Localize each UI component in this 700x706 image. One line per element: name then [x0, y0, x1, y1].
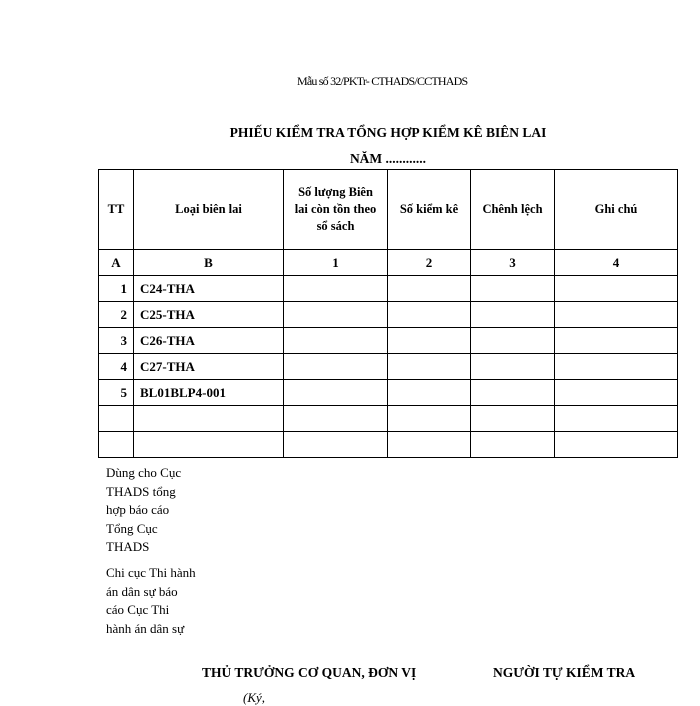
empty-cell [99, 432, 134, 458]
empty-cell [134, 406, 284, 432]
receipt-type: C25-THA [134, 302, 284, 328]
document-title: PHIẾU KIỂM TRA TỔNG HỢP KIỂM KÊ BIÊN LAI [229, 125, 547, 140]
column-code: 4 [555, 250, 678, 276]
header-tt: TT [99, 170, 134, 250]
book-balance-cell [284, 302, 388, 328]
row-index: 2 [99, 302, 134, 328]
signature-head-of-agency: THỦ TRƯỞNG CƠ QUAN, ĐƠN VỊ [202, 665, 417, 680]
difference-cell [471, 354, 555, 380]
table-row [99, 354, 678, 380]
notes-cell [555, 354, 678, 380]
note-subdepartment-report: Chi cục Thi hành án dân sự báo cáo Cục Thi hành án dân sự [106, 565, 196, 636]
counted-cell [388, 380, 471, 406]
note-department-report: Dùng cho Cục THADS tổng hợp báo cáo Tổng Cục THADS [106, 465, 182, 555]
empty-cell [555, 432, 678, 458]
receipt-inventory-table [98, 169, 678, 458]
counted-cell [388, 302, 471, 328]
form-code: Mẫu số 32/PKTr- CTHADS/CCTHADS [297, 74, 468, 88]
header-counted: Số kiểm kê [388, 170, 471, 250]
header-book-balance: Số lượng Biên lai còn tồn theo sổ sách [284, 170, 388, 250]
column-code-row [99, 250, 678, 276]
table-row-empty [99, 432, 678, 458]
empty-cell [388, 432, 471, 458]
header-notes: Ghi chú [555, 170, 678, 250]
book-balance-cell [284, 380, 388, 406]
row-index: 1 [99, 276, 134, 302]
row-index: 5 [99, 380, 134, 406]
difference-cell [471, 380, 555, 406]
difference-cell [471, 302, 555, 328]
table-header-row [99, 170, 678, 250]
book-balance-cell [284, 276, 388, 302]
counted-cell [388, 328, 471, 354]
receipt-type: C26-THA [134, 328, 284, 354]
receipt-type: BL01BLP4-001 [134, 380, 284, 406]
column-code: 1 [284, 250, 388, 276]
empty-cell [284, 406, 388, 432]
receipt-type: C27-THA [134, 354, 284, 380]
receipt-type: C24-THA [134, 276, 284, 302]
book-balance-cell [284, 354, 388, 380]
table-row-empty [99, 406, 678, 432]
empty-cell [471, 432, 555, 458]
notes-cell [555, 276, 678, 302]
notes-cell [555, 302, 678, 328]
row-index: 4 [99, 354, 134, 380]
counted-cell [388, 276, 471, 302]
empty-cell [471, 406, 555, 432]
empty-cell [555, 406, 678, 432]
table-row [99, 276, 678, 302]
row-index: 3 [99, 328, 134, 354]
empty-cell [388, 406, 471, 432]
column-code: 2 [388, 250, 471, 276]
signature-self-inspector: NGƯỜI TỰ KIỂM TRA [493, 665, 636, 680]
column-code: 3 [471, 250, 555, 276]
notes-cell [555, 328, 678, 354]
book-balance-cell [284, 328, 388, 354]
empty-cell [134, 432, 284, 458]
header-receipt-type: Loại biên lai [134, 170, 284, 250]
signature-hint: (Ký, [243, 690, 266, 705]
table-row [99, 302, 678, 328]
header-difference: Chênh lệch [471, 170, 555, 250]
counted-cell [388, 354, 471, 380]
empty-cell [99, 406, 134, 432]
notes-cell [555, 380, 678, 406]
table-row [99, 380, 678, 406]
empty-cell [284, 432, 388, 458]
column-code: B [134, 250, 284, 276]
table-row [99, 328, 678, 354]
difference-cell [471, 328, 555, 354]
difference-cell [471, 276, 555, 302]
year-line: NĂM ............ [349, 151, 427, 166]
column-code: A [99, 250, 134, 276]
